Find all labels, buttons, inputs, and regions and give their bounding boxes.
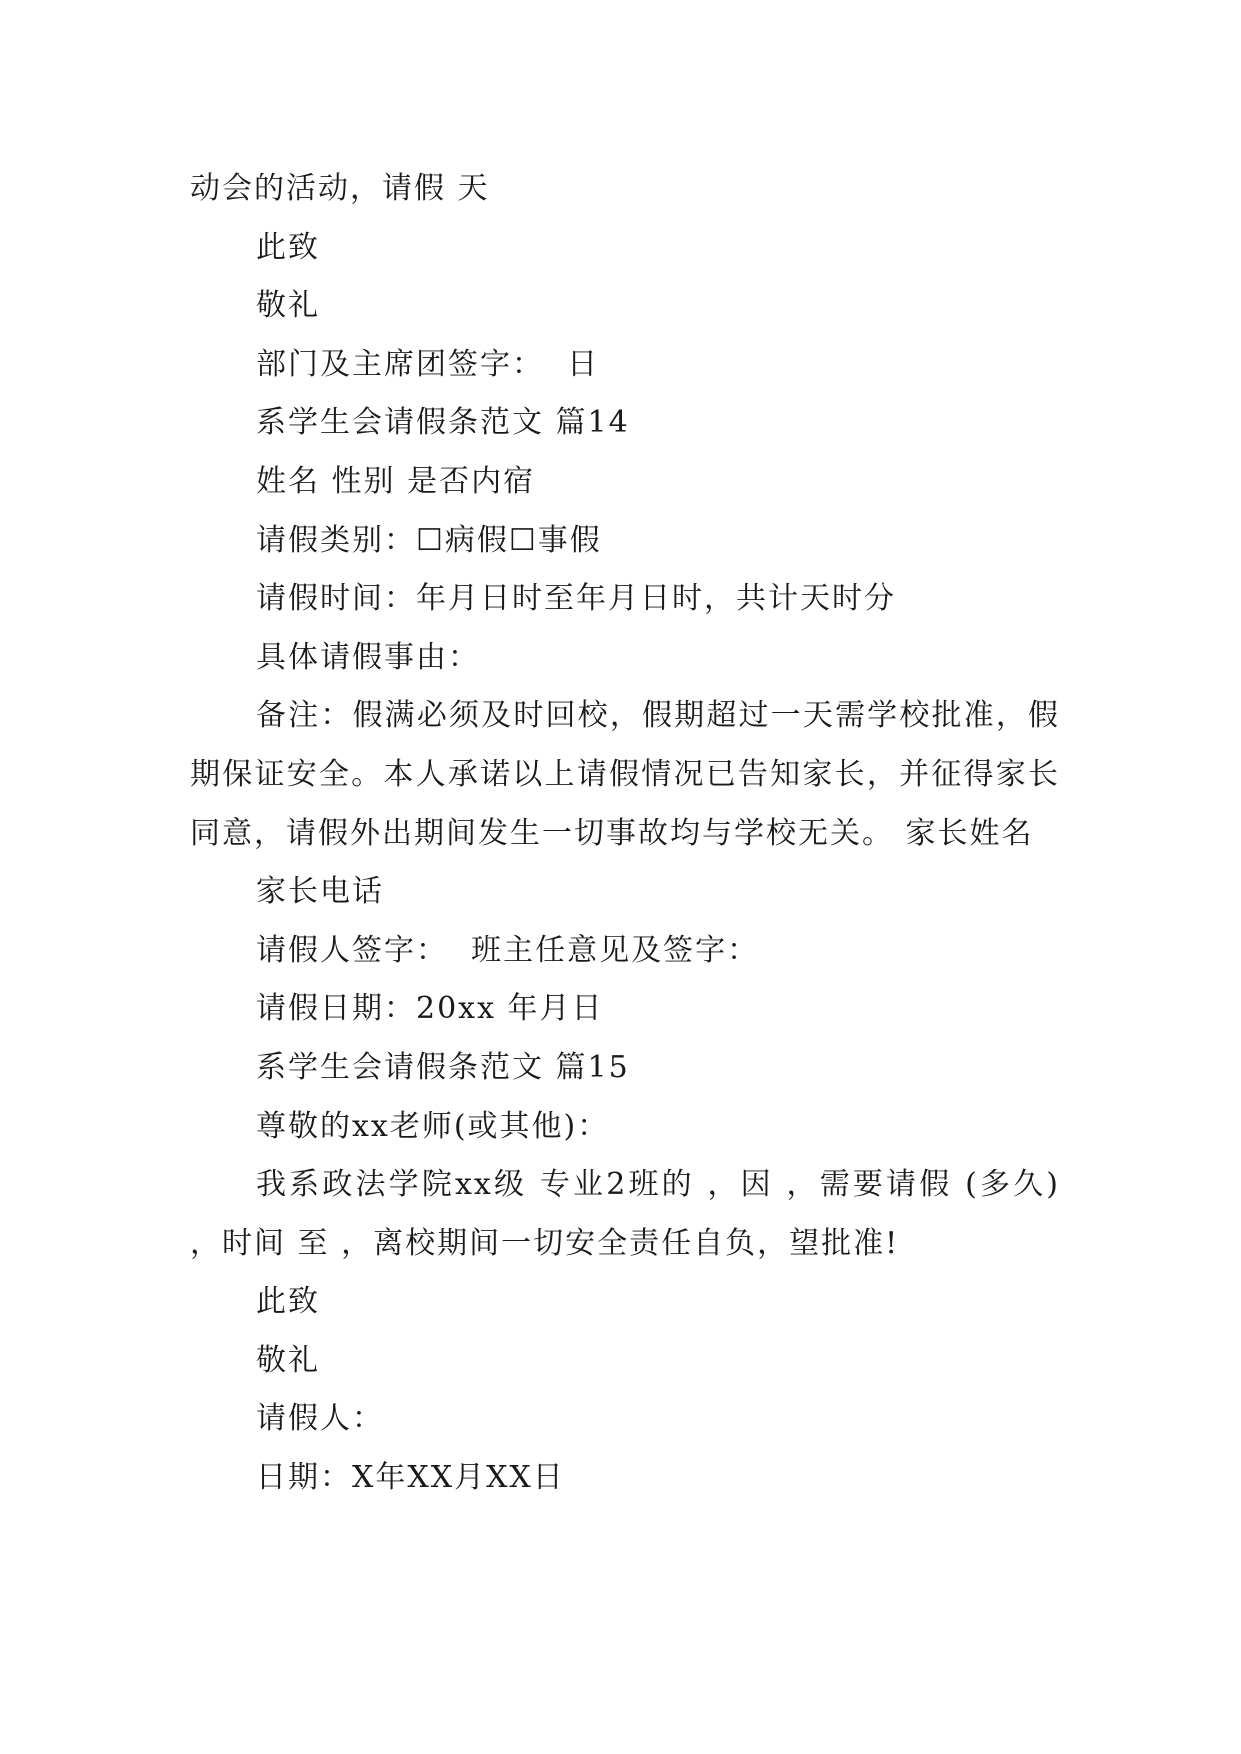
text-line: 具体请假事由： bbox=[256, 639, 480, 675]
text-line: 请假人签字： 班主任意见及签字： bbox=[256, 932, 760, 968]
text-line: 请假时间：年月日时至年月日时，共计天时分 bbox=[256, 581, 896, 617]
body-paragraph: 我系政法学院xx级 专业2班的 ，因 ，需要请假 (多久) ，时间 至 ，离校期间一切安全责任自负，望批准! bbox=[190, 1167, 1060, 1261]
text-line: 日期：X年XX月XX日 bbox=[256, 1460, 565, 1496]
section-heading: 系学生会请假条范文 篇15 bbox=[256, 1049, 630, 1085]
text-line: 敬礼 bbox=[256, 288, 320, 324]
text-line: 动会的活动，请假 天 bbox=[190, 171, 490, 206]
text-line: 部门及主席团签字： 日 bbox=[256, 346, 600, 382]
text-line: 家长电话 bbox=[256, 874, 384, 910]
text-line: 此致 bbox=[256, 1284, 320, 1320]
text-line: 敬礼 bbox=[256, 1342, 320, 1378]
text-line: 此致 bbox=[256, 229, 320, 265]
text-line: 请假类别：☐病假☐事假 bbox=[256, 522, 602, 558]
section-heading: 系学生会请假条范文 篇14 bbox=[256, 405, 630, 441]
text-line: 姓名 性别 是否内宿 bbox=[256, 463, 536, 499]
text-line: 请假人： bbox=[256, 1401, 384, 1437]
document-body bbox=[190, 160, 1060, 1508]
note-paragraph: 备注：假满必须及时回校，假期超过一天需学校批准，假期保证安全。本人承诺以上请假情况已告知家长，并征得家长同意，请假外出期间发生一切事故均与学校无关。 家长姓名 bbox=[190, 698, 1060, 851]
text-line: 尊敬的xx老师(或其他)： bbox=[256, 1108, 610, 1144]
text-line: 请假日期：20xx 年月日 bbox=[256, 991, 604, 1027]
